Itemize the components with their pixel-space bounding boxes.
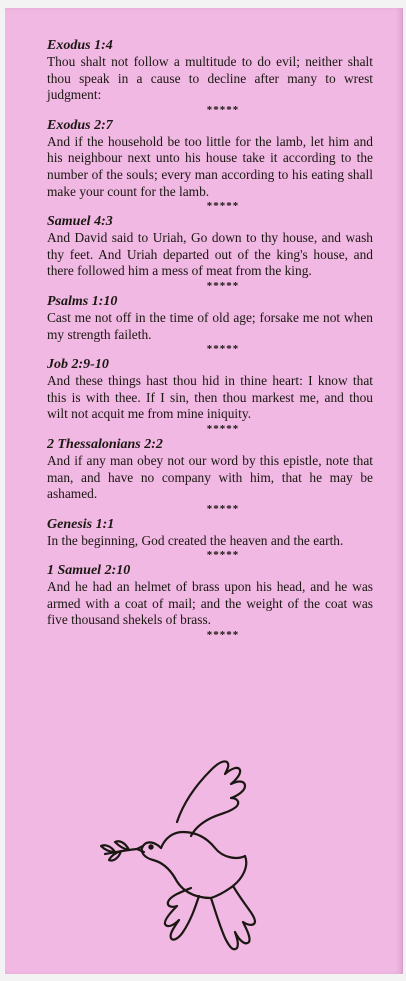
verse-psalms-1-10 (47, 294, 373, 355)
verse-genesis-1-1 (47, 517, 373, 562)
verse-text: And if the household be too little for the lamb, let him and his neighbour next unto his house take it according to the number of the souls; every man according to his eating shall make your count for the lamb. (47, 133, 373, 199)
verse-reference: Samuel 4:3 (47, 214, 113, 230)
star-separator: ***** (206, 103, 240, 116)
star-separator: ***** (206, 279, 240, 292)
verse-reference: Job 2:9-10 (47, 357, 109, 373)
verse-list (47, 38, 373, 643)
verse-text: And if any man obey not our word by this epistle, note that man, and have no company with him, that he may be ashamed. (47, 452, 373, 502)
verse-text: And these things hast thou hid in thine heart: I know that this is with thee. If I sin, then thou markest me, and thou wilt not acquit me from mine iniquity. (47, 373, 373, 422)
verse-text: And he had an helmet of brass upon his head, and he was armed with a coat of mail; and the weight of the coat was five thousand shekels of brass. (47, 579, 373, 628)
dove-with-olive-branch-icon (99, 756, 269, 956)
star-separator: ***** (206, 343, 240, 356)
verse-job-2-9-10 (47, 357, 373, 435)
verse-1-samuel-2-10 (47, 563, 373, 641)
star-separator: ***** (206, 502, 240, 515)
verse-reference: 1 Samuel 2:10 (47, 563, 131, 579)
verse-exodus-1-4 (47, 38, 373, 116)
verse-reference: Psalms 1:10 (47, 293, 118, 309)
verse-reference: Exodus 1:4 (47, 38, 113, 53)
verse-reference: Genesis 1:1 (47, 516, 115, 532)
verse-text: Cast me not off in the time of old age; forsake me not when my strength faileth. (47, 309, 373, 342)
verse-exodus-2-7 (47, 118, 373, 212)
star-separator: ***** (206, 200, 240, 213)
verse-2-thessalonians-2-2 (47, 437, 373, 515)
verse-reference: 2 Thessalonians 2:2 (47, 436, 163, 452)
verse-reference: Exodus 2:7 (47, 117, 113, 133)
bookmark-card (5, 8, 403, 974)
verse-text: Thou shalt not follow a multitude to do evil; neither shalt thou speak in a cause to decline after many to wrest judgment: (47, 54, 373, 103)
verse-text: And David said to Uriah, Go down to thy house, and wash thy feet. And Uriah departed out of the king's house, and there followed him a mess of meat from the king. (47, 230, 373, 279)
verse-text: In the beginning, God created the heaven and the earth. (47, 532, 344, 548)
star-separator: ***** (206, 422, 240, 435)
star-separator: ***** (206, 549, 240, 562)
star-separator: ***** (206, 629, 240, 642)
verse-samuel-4-3 (47, 214, 373, 292)
